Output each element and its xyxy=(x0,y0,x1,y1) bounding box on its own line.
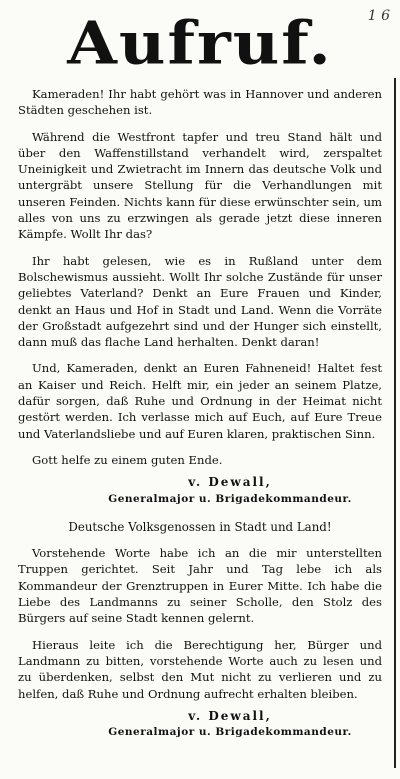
signature-name: v. Dewall, xyxy=(188,475,272,490)
body-text xyxy=(18,86,382,752)
signature-title: Generalmajor u. Brigadekommandeur. xyxy=(108,726,352,739)
paragraph: Vorstehende Worte habe ich an die mir unterstellten Truppen gerichtet. Seit Jahr und Tag lebe ich als Kommandeur der Grenztruppen in Eurer Mitte. Ich habe die Liebe des Landmanns zu seiner Scholle, den Stolz des Bürgers auf seine Stadt kennen gelernt. xyxy=(18,546,382,626)
column-rule xyxy=(394,78,396,768)
margin-mark: 1 6 xyxy=(367,8,390,24)
page-title: Aufruf. xyxy=(67,9,333,79)
signature-title: Generalmajor u. Brigadekommandeur. xyxy=(108,492,352,505)
paragraph: Und, Kameraden, denkt an Euren Fahneneid! Haltet fest an Kaiser und Reich. Helft mir, ein jeder an seinem Platze, dafür sorgen, daß Ruhe und Ordnung in der Heimat nicht gestört werden. Ich verlasse mich auf Euch, auf Eure Treue und Vaterlandsliebe und auf Euren klaren, praktischen Sinn. xyxy=(18,361,382,441)
paragraph: Hieraus leite ich die Berechtigung her, Bürger und Landmann zu bitten, vorstehende Worte auch zu lesen und zu überdenken, selbst den Mut nicht zu verlieren und zu helfen, daß Ruhe und Ordnung aufrecht erhalten bleiben. xyxy=(18,637,382,701)
paragraph: Gott helfe zu einem guten Ende. xyxy=(32,452,223,467)
paragraph: Kameraden! Ihr habt gehört was in Hannover und anderen Städten geschehen ist. xyxy=(18,87,382,118)
paragraph: Während die Westfront tapfer und treu Stand hält und über den Waffenstillstand verhandelt wird, zerspaltet Uneinigkeit und Zwietracht im Innern das deutsche Volk und untergräbt unsere Stellung für die Verhandlungen mit unseren Feinden. Nichts kann für diese erwünschter sein, um alles von uns zu erzwingen als gerade jetzt diese inneren Kämpfe. Wollt Ihr das? xyxy=(18,129,382,242)
paragraph: Ihr habt gelesen, wie es in Rußland unter dem Bolschewismus aussieht. Wollt Ihr solche Zustände für unser geliebtes Vaterland? Denkt an Eure Frauen und Kinder, denkt an Haus und Hof in Stadt und Land. Wenn die Vorräte der Großstadt aufgezehrt sind und der Hunger sich einstellt, dann muß das flache Land herhalten. Denkt daran! xyxy=(18,253,382,350)
signature-name: v. Dewall, xyxy=(188,708,272,723)
section-heading: Deutsche Volksgenossen in Stadt und Land! xyxy=(68,519,332,534)
